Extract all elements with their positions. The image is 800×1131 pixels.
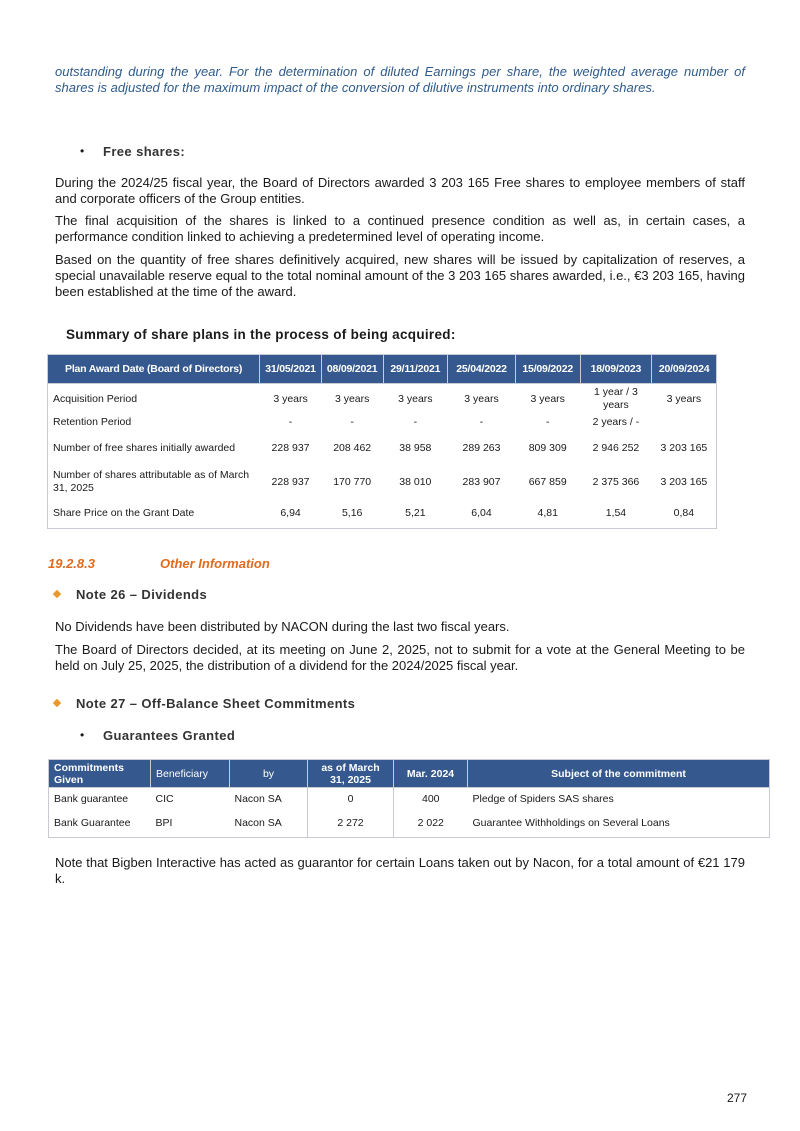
header-date: 15/09/2022 — [515, 355, 580, 384]
table-cell: Nacon SA — [234, 792, 282, 805]
header-date: 31/05/2021 — [260, 355, 322, 384]
table-cell: 228 937 — [271, 475, 310, 488]
table-cell: - — [479, 416, 484, 428]
table-row — [48, 499, 717, 528]
table-cell: BPI — [155, 817, 173, 830]
table-cell: 38 958 — [399, 441, 432, 454]
table-cell: 3 years — [273, 392, 308, 405]
table-row — [48, 431, 717, 465]
table-cell: 2 272 — [308, 810, 394, 838]
table-cell: 3 years — [398, 392, 433, 405]
table-cell: 3 years — [464, 392, 499, 405]
table-cell: Guarantee Withholdings on Several Loans — [472, 817, 670, 830]
table-cell: 208 462 — [333, 441, 372, 454]
table-cell: 6,94 — [280, 506, 301, 519]
table-cell: - — [350, 416, 354, 428]
table-row — [49, 810, 770, 838]
table-row — [49, 788, 770, 810]
bullet-dot-icon: • — [80, 144, 85, 158]
table-cell: 5,21 — [405, 506, 426, 519]
table-cell: 5,16 — [341, 506, 363, 519]
summary-title: Summary of share plans in the process of being acquired: — [66, 327, 456, 342]
table-cell: CIC — [155, 792, 174, 805]
header-by: by — [230, 760, 308, 788]
table-row — [48, 465, 717, 499]
header-date: 08/09/2021 — [321, 355, 383, 384]
share-plans-table — [47, 354, 717, 529]
row-label: Number of shares attributable as of March 31, 2025 — [53, 469, 250, 494]
free-shares-paragraph-1: During the 2024/25 fiscal year, the Board of Directors awarded 3 203 165 Free shares to employee members of staff and corporate officers of the Group entities. — [55, 175, 745, 206]
share-plans-header-row — [48, 355, 717, 384]
table-cell — [652, 414, 717, 431]
table-cell: 3 years — [334, 392, 370, 405]
table-cell: - — [545, 416, 550, 428]
table-cell: 3 years — [666, 392, 702, 405]
table-cell: 0,84 — [673, 506, 695, 519]
table-cell: 170 770 — [333, 475, 372, 488]
table-cell: Bank Guarantee — [54, 817, 131, 830]
bullet-dot-icon: • — [80, 728, 85, 742]
row-label: Retention Period — [53, 416, 132, 428]
table-cell: 6,04 — [471, 506, 492, 519]
table-cell: Pledge of Spiders SAS shares — [472, 792, 614, 805]
header-date: 25/04/2022 — [448, 355, 516, 384]
table-cell: 0 — [308, 788, 394, 810]
intro-paragraph: outstanding during the year. For the determination of diluted Earnings per share, the weighted average number of shares is adjusted for the maximum impact of the conversion of dilutive instruments into ordinary shares. — [55, 64, 745, 95]
table-cell: 2 946 252 — [592, 441, 640, 454]
note-26-heading: Note 26 – Dividends — [76, 587, 208, 602]
table-cell: 283 907 — [462, 475, 501, 488]
page-number: 277 — [726, 1091, 747, 1105]
free-shares-heading: Free shares: — [103, 144, 186, 159]
free-shares-paragraph-3: Based on the quantity of free shares definitively acquired, new shares will be issued by capitalization of reserves, a special unavailable reserve equal to the total nominal amount of the 3 203 165 shares awarded, i.e., €3 203 165, having been established at the time of the award. — [55, 252, 745, 299]
row-label: Acquisition Period — [53, 392, 138, 405]
header-mar-2024: Mar. 2024 — [394, 760, 468, 788]
header-date: 20/09/2024 — [652, 355, 717, 384]
header-beneficiary: Beneficiary — [151, 760, 230, 788]
row-label: Share Price on the Grant Date — [53, 506, 195, 519]
table-cell: 3 203 165 — [660, 475, 708, 488]
header-date: 18/09/2023 — [580, 355, 652, 384]
table-cell: 2 022 — [417, 817, 444, 830]
table-cell: 289 263 — [462, 441, 501, 454]
note-26-paragraph-2: The Board of Directors decided, at its meeting on June 2, 2025, not to submit for a vote at the General Meeting to be held on July 25, 2025, the distribution of a dividend for the 2024/2025 fiscal year. — [55, 642, 745, 673]
table-row — [48, 414, 717, 431]
table-cell: - — [413, 416, 418, 428]
table-cell: 2 375 366 — [592, 475, 640, 488]
table-cell: 1,54 — [605, 506, 627, 519]
table-cell: - — [288, 416, 293, 428]
row-label: Number of free shares initially awarded — [53, 441, 236, 454]
table-cell: 400 — [421, 792, 440, 805]
closing-note: Note that Bigben Interactive has acted as guarantor for certain Loans taken out by Nacon, for a total amount of €21 179 k. — [55, 855, 745, 886]
table-cell: 3 203 165 — [660, 441, 708, 454]
header-plan-award-date: Plan Award Date (Board of Directors) — [48, 355, 260, 384]
section-number: 19.2.8.3 — [48, 556, 95, 571]
table-cell: 667 859 — [528, 475, 567, 488]
table-cell: 3 years — [530, 392, 565, 405]
commitments-header-row — [49, 760, 770, 788]
guarantees-heading: Guarantees Granted — [103, 728, 236, 743]
table-cell: 2 years / - — [592, 416, 640, 428]
table-cell: Nacon SA — [234, 817, 282, 830]
table-row — [48, 384, 717, 415]
table-cell: 228 937 — [271, 441, 310, 454]
free-shares-paragraph-2: The final acquisition of the shares is linked to a continued presence condition as well as, in certain cases, a performance condition linked to achieving a predetermined level of operating income. — [55, 213, 745, 244]
commitments-table — [48, 759, 770, 838]
header-subject: Subject of the commitment — [468, 760, 770, 788]
note-26-paragraph-1: No Dividends have been distributed by NACON during the last two fiscal years. — [55, 619, 510, 634]
diamond-bullet-icon — [53, 699, 61, 707]
note-27-heading: Note 27 – Off-Balance Sheet Commitments — [76, 696, 356, 711]
header-date: 29/11/2021 — [383, 355, 448, 384]
table-cell: 38 010 — [399, 475, 432, 488]
section-title: Other Information — [160, 556, 270, 571]
table-cell: 809 309 — [528, 441, 567, 454]
table-cell: 4,81 — [537, 506, 558, 519]
header-commitments-given: Commitments Given — [49, 760, 151, 788]
header-as-of-march-2025: as of March 31, 2025 — [308, 760, 394, 788]
table-cell: Bank guarantee — [54, 792, 129, 805]
diamond-bullet-icon — [53, 590, 61, 598]
table-cell: 1 year / 3 years — [594, 386, 638, 411]
